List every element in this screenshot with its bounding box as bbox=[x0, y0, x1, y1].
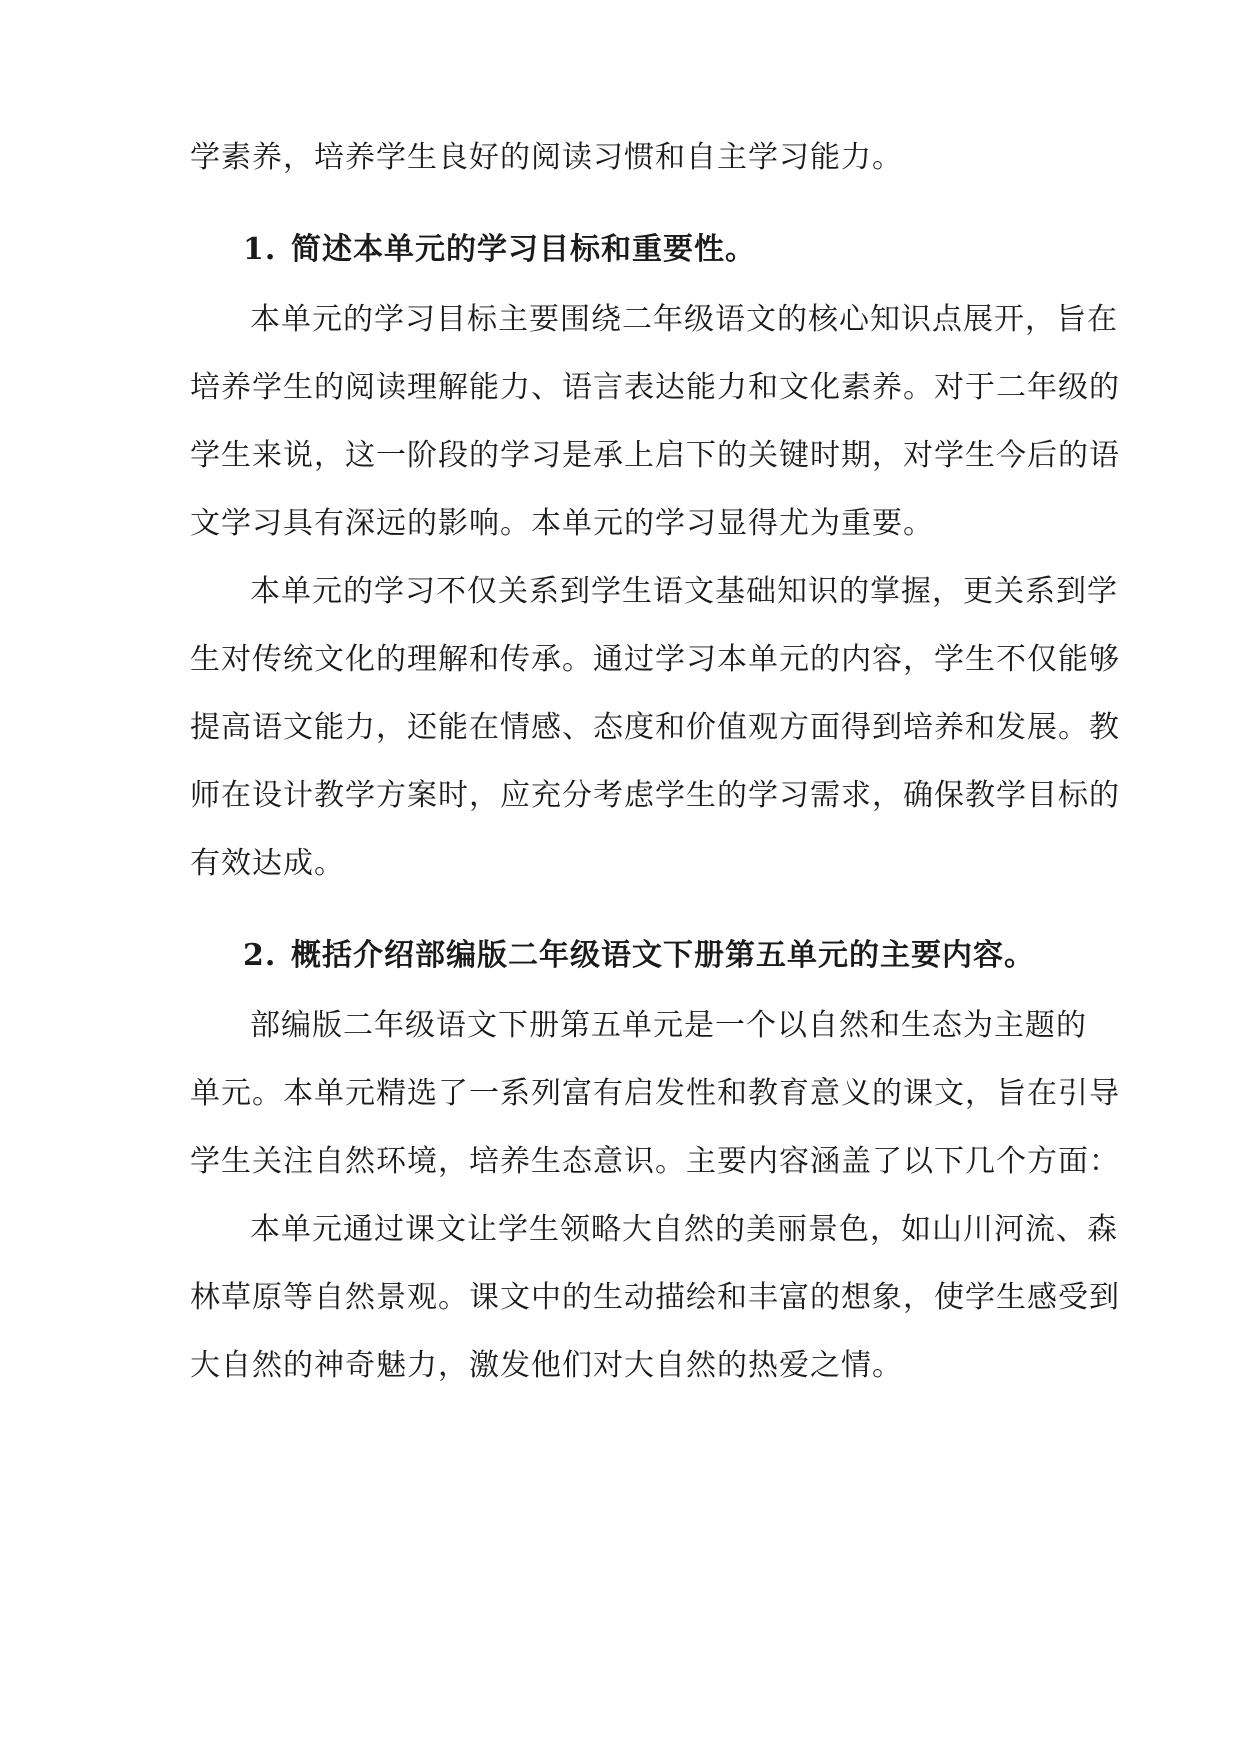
paragraph-line: 部编版二年级语文下册第五单元是一个以自然和生态为主题的 bbox=[250, 1008, 1087, 1043]
paragraph-line: 本单元的学习目标主要围绕二年级语文的核心知识点展开，旨在 bbox=[250, 302, 1118, 337]
paragraph-line: 单元。本单元精选了一系列富有启发性和教育意义的课文，旨在引导 bbox=[190, 1076, 1120, 1111]
paragraph-line: 学生来说，这一阶段的学习是承上启下的关键时期，对学生今后的语 bbox=[190, 438, 1120, 473]
paragraph-line: 师在设计教学方案时，应充分考虑学生的学习需求，确保教学目标的 bbox=[190, 778, 1120, 813]
paragraph-line: 提高语文能力，还能在情感、态度和价值观方面得到培养和发展。教 bbox=[190, 710, 1120, 745]
paragraph-line: 本单元的学习不仅关系到学生语文基础知识的掌握，更关系到学 bbox=[250, 574, 1118, 609]
section-number: 2. bbox=[243, 938, 277, 973]
paragraph-line: 生对传统文化的理解和传承。通过学习本单元的内容，学生不仅能够 bbox=[190, 642, 1120, 677]
paragraph-line: 林草原等自然景观。课文中的生动描绘和丰富的想象，使学生感受到 bbox=[190, 1280, 1120, 1315]
paragraph-line: 有效达成。 bbox=[190, 846, 345, 881]
section-number: 1. bbox=[243, 232, 277, 267]
paragraph-line: 本单元通过课文让学生领略大自然的美丽景色，如山川河流、森 bbox=[250, 1212, 1118, 1247]
section-heading-1 bbox=[243, 230, 756, 270]
section-title: 简述本单元的学习目标和重要性。 bbox=[291, 232, 756, 267]
paragraph-line: 学生关注自然环境，培养生态意识。主要内容涵盖了以下几个方面： bbox=[190, 1144, 1120, 1179]
continuation-line: 学素养，培养学生良好的阅读习惯和自主学习能力。 bbox=[190, 140, 903, 175]
section-title: 概括介绍部编版二年级语文下册第五单元的主要内容。 bbox=[291, 938, 1035, 973]
section-heading-2 bbox=[243, 936, 1035, 976]
paragraph-line: 培养学生的阅读理解能力、语言表达能力和文化素养。对于二年级的 bbox=[190, 370, 1120, 405]
paragraph-line: 大自然的神奇魅力，激发他们对大自然的热爱之情。 bbox=[190, 1348, 903, 1383]
paragraph-line: 文学习具有深远的影响。本单元的学习显得尤为重要。 bbox=[190, 506, 934, 541]
